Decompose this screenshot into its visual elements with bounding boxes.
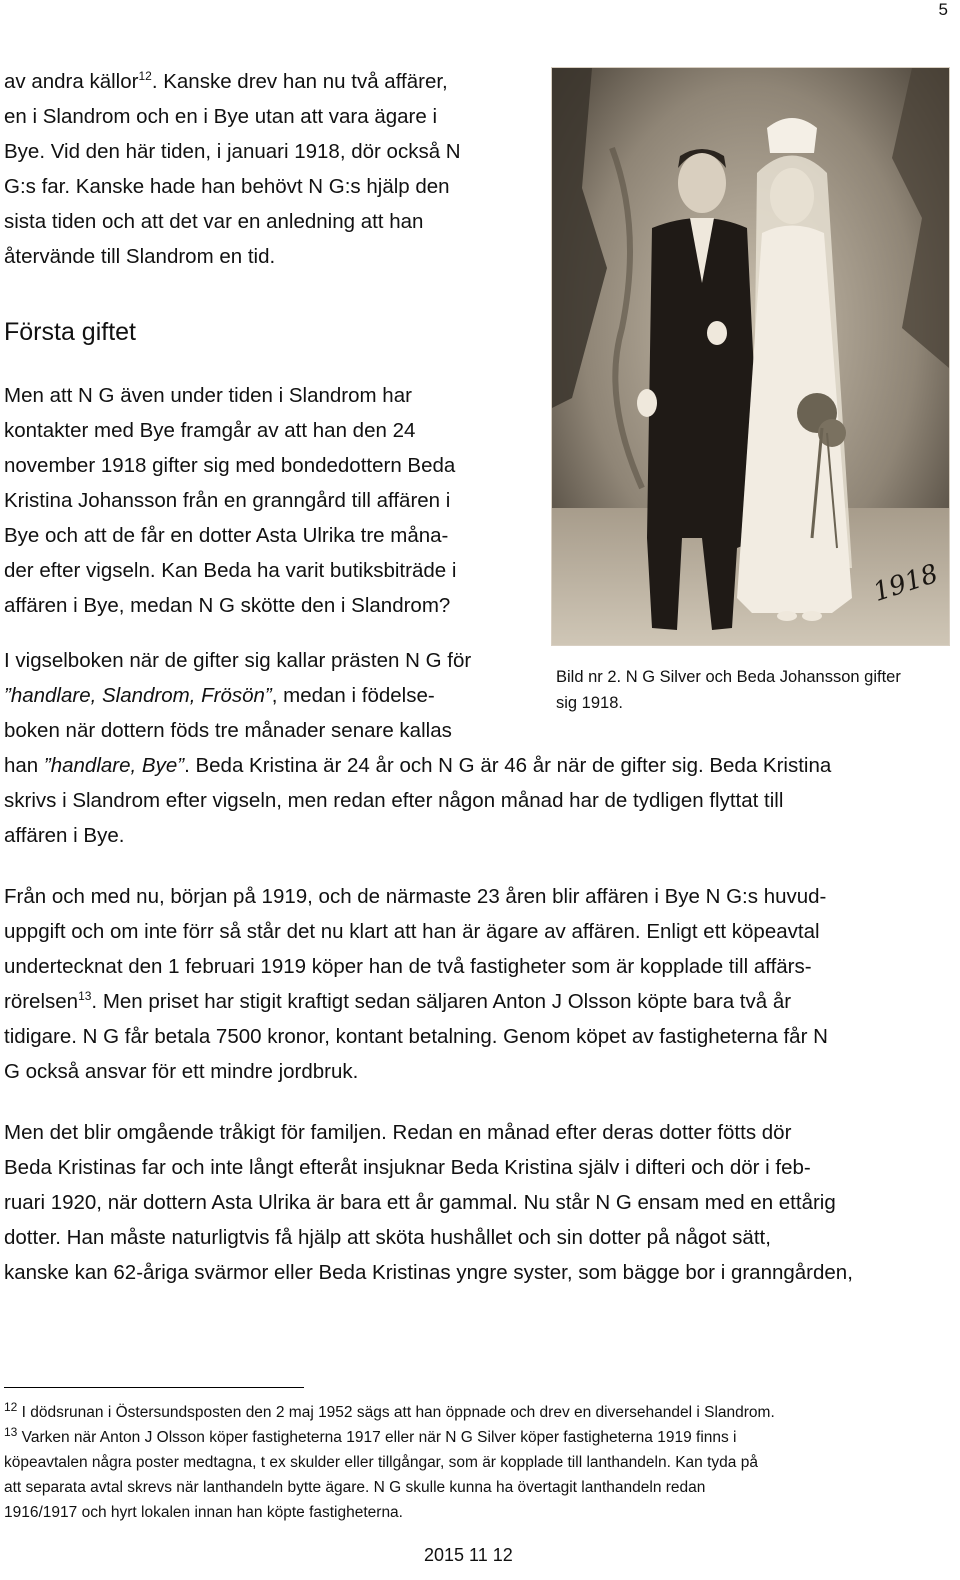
footnote-ref-12[interactable]: 12 — [138, 69, 152, 84]
paragraph-line: undertecknat den 1 februari 1919 köper han de två fastigheter som är kopplade till affärs- — [4, 955, 812, 978]
paragraph-line: Men att N G även under tiden i Slandrom har — [4, 384, 412, 407]
paragraph-line: Men det blir omgående tråkigt för familjen. Redan en månad efter deras dotter fötts dör — [4, 1121, 792, 1144]
paragraph-line: der efter vigseln. Kan Beda ha varit butiksbiträde i — [4, 559, 457, 582]
paragraph-line: tidigare. N G får betala 7500 kronor, kontant betalning. Genom köpet av fastigheterna får N — [4, 1025, 828, 1048]
paragraph-line: kanske kan 62-åriga svärmor eller Beda Kristinas yngre syster, som bägge bor i granngården, — [4, 1261, 853, 1284]
footnote-12: $^{12}$ I dödsrunan i Östersundsposten den 2 maj 1952 sägs att han öppnade och drev en diversehandel i Slandrom. — [4, 1399, 775, 1421]
footnote-13: $^{13}$ Varken när Anton J Olsson köper fastigheterna 1917 eller när N G Silver köper fastigheterna 1919 finns i — [4, 1424, 737, 1446]
paragraph-line: Beda Kristinas far och inte långt efteråt insjuknar Beda Kristina själv i difteri och dör i feb- — [4, 1156, 811, 1179]
page-number: 5 — [938, 0, 948, 19]
paragraph-3 — [4, 879, 949, 1089]
paragraph-line: Från och med nu, början på 1919, och de närmaste 23 åren blir affären i Bye N G:s huvud- — [4, 885, 827, 908]
paragraph-line: G också ansvar för ett mindre jordbruk. — [4, 1060, 359, 1083]
intro-line: av andra källor$^{12}$. Kanske drev han nu två affärer, — [4, 69, 448, 93]
paragraph-line: uppgift och om inte förr så står det nu klart att han är ägare av affären. Enligt ett köpeavtal — [4, 920, 820, 943]
intro-line: G:s far. Kanske hade han behövt N G:s hjälp den — [4, 175, 450, 198]
paragraph-line: Bye och att de får en dotter Asta Ulrika tre måna- — [4, 524, 449, 547]
intro-line: Bye. Vid den här tiden, i januari 1918, dör också N — [4, 140, 461, 163]
paragraph-line: I vigselboken när de gifter sig kallar prästen N G för — [4, 649, 472, 672]
intro-line: en i Slandrom och en i Bye utan att vara ägare i — [4, 105, 438, 128]
caption-line: sig 1918. — [556, 694, 623, 712]
footnote-13-line: köpeavtalen några poster medtagna, t ex skulder eller tillgångar, som är kopplade till lanthandeln. Kan tyda på — [4, 1454, 758, 1471]
section-paragraph-1 — [4, 378, 544, 623]
footnote-ref-13[interactable]: 13 — [78, 989, 92, 1004]
intro-line: återvände till Slandrom en tid. — [4, 245, 276, 268]
footnote-13-line: 1916/1917 och hyrt lokalen innan han köpte fastigheterna. — [4, 1504, 403, 1521]
intro-paragraph — [4, 64, 544, 274]
intro-line: sista tiden och att det var en anledning att han — [4, 210, 424, 233]
section-paragraph-2 — [4, 643, 949, 853]
paragraph-line: ruari 1920, när dottern Asta Ulrika är bara ett år gammal. Nu står N G ensam med en ettårig — [4, 1191, 836, 1214]
paragraph-line: dotter. Han måste naturligtvis få hjälp att sköta hushållet och sin dotter på något sätt, — [4, 1226, 771, 1249]
paragraph-line: november 1918 gifter sig med bondedottern Beda — [4, 454, 456, 477]
paragraph-line: ”handlare, Slandrom, Frösön”, medan i födelse- — [4, 684, 435, 707]
paragraph-line: han ”handlare, Bye”. Beda Kristina är 24 år och N G är 46 år när de gifter sig. Beda Kristina — [4, 754, 832, 777]
footer-date: 2015 11 12 — [424, 1545, 513, 1565]
paragraph-4 — [4, 1115, 949, 1290]
paragraph-line: Kristina Johansson från en granngård till affären i — [4, 489, 451, 512]
paragraph-line: affären i Bye. — [4, 824, 125, 847]
paragraph-line: affären i Bye, medan N G skötte den i Slandrom? — [4, 594, 451, 617]
caption-line: Bild nr 2. N G Silver och Beda Johansson gifter — [556, 668, 901, 686]
footnote-13-line: att separata avtal skrevs när lanthandeln bytte ägare. N G skulle kunna ha övertagit lanthandeln redan — [4, 1479, 706, 1496]
footnotes — [4, 1400, 949, 1525]
paragraph-line: skrivs i Slandrom efter vigseln, men redan efter någon månad har de tydligen flyttat till — [4, 789, 784, 812]
photo-year-inscription: 1918 — [869, 558, 942, 608]
section-heading: Första giftet — [4, 318, 136, 346]
wedding-photo-illustration — [552, 68, 949, 645]
paragraph-line: rörelsen$^{13}$. Men priset har stigit kraftigt sedan säljaren Anton J Olsson köpte bara två år — [4, 989, 792, 1013]
paragraph-line: kontakter med Bye framgår av att han den 24 — [4, 419, 416, 442]
footnote-separator — [4, 1387, 304, 1388]
wedding-photo — [551, 67, 950, 646]
paragraph-line: boken när dottern föds tre månader senare kallas — [4, 719, 452, 742]
